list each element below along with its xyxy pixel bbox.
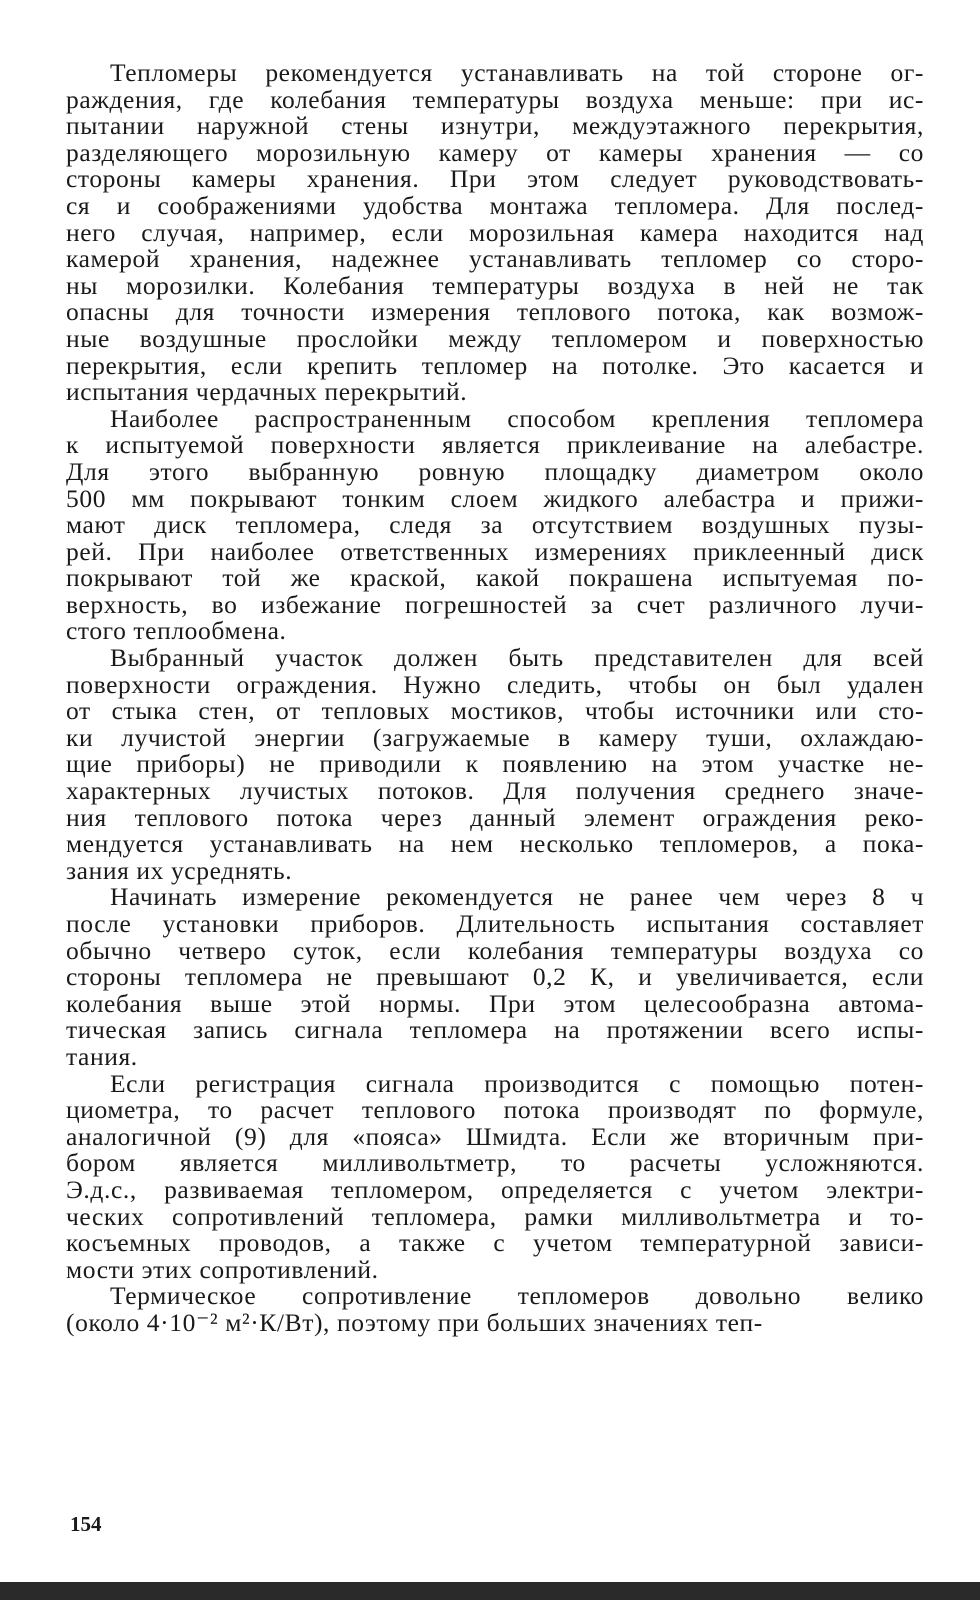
text-line: мендуется устанавливать на нем несколько тепломеров, а пока- [66,829,924,859]
paragraph [66,1068,924,1284]
text-line: Э.д.с., развиваемая тепломером, определяется с учетом электри- [66,1174,924,1204]
text-line: стороны тепломера не превышают 0,2 К, и увеличивается, если [66,962,924,992]
text-line: Выбранный участок должен быть представителен для всей [110,643,924,673]
paragraph [66,60,924,406]
paragraph [66,884,924,1070]
text-line: от стыка стен, от тепловых мостиков, чтобы источники или сто- [66,696,924,726]
text-line: ки лучистой энергии (загружаемые в камеру туши, охлаждаю- [66,722,924,752]
text-line: мают диск тепломера, следя за отсутствием воздушных пузы- [66,510,924,540]
text-line: циометра, то расчет теплового потока производят по формуле, [66,1095,924,1125]
text-line: ческих сопротивлений тепломера, рамки милливольтметра и то- [66,1201,924,1231]
text-line: стого теплообмена. [66,616,287,646]
text-line: зания их усреднять. [66,855,293,885]
text-line: покрывают той же краской, какой покрашена испытуемая по- [66,563,924,593]
text-line: Термическое сопротивление тепломеров довольно велико [110,1281,924,1311]
text-line: разделяющего морозильную камеру от камеры хранения — со [66,137,924,167]
text-line: опасны для точности измерения теплового потока, как возмож- [66,297,924,327]
text-line: ся и соображениями удобства монтажа тепломера. Для послед- [66,190,924,220]
text-line: Для этого выбранную ровную площадку диаметром около [66,456,924,486]
paragraph [66,645,924,884]
text-line: пытании наружной стены изнутри, междуэтажного перекрытия, [66,111,924,141]
text-line: испытания чердачных перекрытий. [66,377,468,407]
text-line: (около 4·10⁻² м²·К/Вт), поэтому при больших значениях теп- [66,1307,763,1337]
text-line: Если регистрация сигнала производится с помощью потен- [110,1068,924,1098]
text-line: тическая запись сигнала тепломера на протяжении всего испы- [66,1015,924,1045]
text-line: ния теплового потока через данный элемент ограждения реко- [66,802,924,832]
text-line: него случая, например, если морозильная камера находится над [66,217,924,247]
text-line: Начинать измерение рекомендуется не ранее чем через 8 ч [110,882,924,912]
text-line: бором является милливольтметр, то расчеты усложняются. [66,1148,924,1178]
page-body [66,60,924,1337]
text-line: к испытуемой поверхности является приклеивание на алебастре. [66,430,924,460]
text-line: ные воздушные прослойки между тепломером и поверхностью [66,323,924,353]
text-line: поверхности ограждения. Нужно следить, чтобы он был удален [66,669,924,699]
text-line: обычно четверо суток, если колебания температуры воздуха со [66,935,924,965]
text-line: верхность, во избежание погрешностей за счет различного лучи- [66,589,924,619]
text-line: колебания выше этой нормы. При этом целесообразна автома- [66,988,924,1018]
text-line: камерой хранения, надежнее устанавливать тепломер со сторо- [66,244,924,274]
page-number: 154 [70,1512,102,1536]
text-line: ны морозилки. Колебания температуры воздуха в ней не так [66,270,924,300]
text-line: после установки приборов. Длительность испытания составляет [66,909,924,938]
text-line: щие приборы) не приводили к появлению на этом участке не- [66,749,924,779]
text-line: косъемных проводов, а также с учетом температурной зависи- [66,1228,924,1258]
paragraph [66,403,924,646]
text-line: тания. [66,1041,138,1071]
text-line: Тепломеры рекомендуется устанавливать на той стороне ог- [110,58,924,87]
text-line: стороны камеры хранения. При этом следует руководствовать- [66,164,924,194]
text-line: аналогичной (9) для «пояса» Шмидта. Если же вторичным при- [66,1121,924,1151]
text-line: 500 мм покрывают тонким слоем жидкого алебастра и прижи- [66,483,924,513]
text-line: перекрытия, если крепить тепломер на потолке. Это касается и [66,350,924,380]
text-line: Наиболее распространенным способом крепления тепломера [110,403,924,433]
scan-bottom-edge [0,1582,980,1600]
text-line: мости этих сопротивлений. [66,1254,379,1284]
paragraph [66,1283,924,1336]
text-line: рей. При наиболее ответственных измерениях приклеенный диск [66,536,924,566]
text-line: характерных лучистых потоков. Для получения среднего значе- [66,776,924,806]
text-line: раждения, где колебания температуры воздуха меньше: при ис- [66,84,924,114]
